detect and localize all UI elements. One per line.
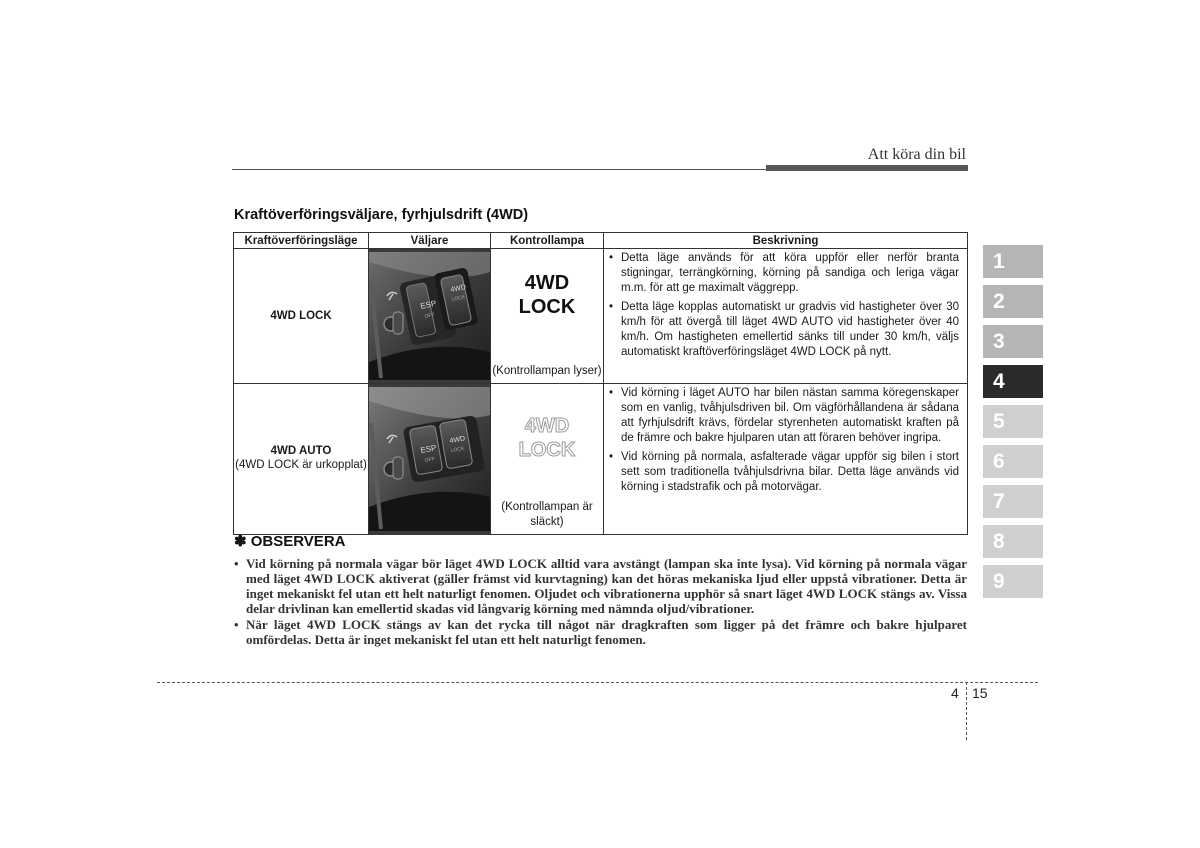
chapter-tab-6[interactable]: 6: [983, 445, 1043, 478]
chapter-tab-3[interactable]: 3: [983, 325, 1043, 358]
indicator-4wd-lock-lit: [491, 271, 603, 319]
mode-cell: [234, 249, 369, 384]
bullet: •: [609, 451, 614, 463]
note-text: Vid körning på normala vägar bör läget 4WD LOCK alltid vara avstängt (lampan ska inte lysa). Vid körning på normala vägar med läget 4WD LOCK aktiverat (gäller främst vid kurvtagning) kan det höras mekaniska ljud eller uppstå vibrationer. Detta är inget mekaniskt fel utan ett helt naturligt fenomen. Oljudet och vibrationerna upphör så snart läget 4WD LOCK stängs av. Vissa delar drivlinan kan emellertid skadas vid långvarig körning med nämnda oljud/vibrationer.: [246, 556, 967, 616]
description-cell: [604, 249, 968, 384]
footer-page-number: 15: [972, 685, 988, 701]
description-text: Vid körning i läget AUTO har bilen nästan samma köregenskaper som en vanlig, tvåhjulsdriven bil. Om vägförhållandena är sådana att fyrhjulsdrift krävs, fördelar styrenheten automatiskt kraften på de främre och bakre hjulparen utan att föraren behöver ingripa.: [621, 387, 959, 444]
list-item: [234, 617, 967, 647]
selector-photo: [369, 384, 491, 535]
selector-photo: [369, 249, 491, 384]
footer-rule: [157, 682, 1038, 683]
indicator-cell: [491, 249, 604, 384]
col-header-selector: Väljare: [369, 233, 491, 249]
esp-button-label: ESP: [419, 298, 438, 311]
indicator-line1: 4WD: [524, 272, 570, 294]
indicator-caption: (Kontrollampan är släckt): [501, 501, 593, 528]
chapter-tab-5[interactable]: 5: [983, 405, 1043, 438]
description-list: [609, 386, 959, 495]
list-item: [609, 300, 959, 360]
note-list: [234, 556, 967, 648]
chapter-tab-4[interactable]: 4: [983, 365, 1043, 398]
table-row: [234, 249, 968, 384]
indicator-cell: [491, 384, 604, 535]
indicator-caption: (Kontrollampan lyser): [492, 365, 602, 377]
esp-button-sublabel: OFF: [424, 456, 436, 464]
list-item: [609, 450, 959, 495]
note-text: När läget 4WD LOCK stängs av kan det rycka till något när dragkraften som ligger på det främre och bakre hjulparet omfördelas. Detta är inget mekaniskt fel utan ett helt naturligt fenomen.: [246, 617, 967, 647]
transfer-mode-table: [233, 232, 968, 535]
col-header-indicator: Kontrollampa: [491, 233, 604, 249]
chapter-tab-2[interactable]: 2: [983, 285, 1043, 318]
chapter-tab-7[interactable]: 7: [983, 485, 1043, 518]
switch-panel-photo-auto: [369, 387, 490, 531]
awd-button-sublabel: LOCK: [451, 294, 466, 303]
awd-button-sublabel: LOCK: [450, 445, 465, 454]
switch-panel-photo-lock: [369, 252, 490, 380]
footer-section-number: 4: [951, 685, 959, 701]
list-item: [609, 251, 959, 296]
awd-button-label: 4WD: [449, 435, 466, 445]
esp-button-label: ESP: [419, 443, 438, 455]
bullet: •: [234, 617, 239, 632]
indicator-line2: LOCK: [518, 296, 576, 318]
bullet: •: [609, 387, 614, 399]
description-text: Vid körning på normala, asfalterade vägar uppför sig bilen i stort sett som traditionella tvåhjulsdrivna bilar. Detta läge används vid körning i stadstrafik och på motorvägar.: [621, 451, 959, 493]
bullet: •: [234, 556, 239, 571]
description-list: [609, 251, 959, 360]
esp-button-sublabel: OFF: [424, 312, 436, 320]
list-item: [609, 386, 959, 446]
col-header-mode: Kraftöverföringsläge: [234, 233, 369, 249]
description-text: Detta läge kopplas automatiskt ur gradvis vid hastigheter över 30 km/h för att övergå till läget 4WD AUTO vid hastigheter över 40 km/h. Om hastigheten emellertid sänks till under 30 km/h, väljs automatiskt kraftöverföringsläget 4WD LOCK på nytt.: [621, 301, 959, 358]
footer-divider: [966, 682, 967, 740]
mode-sublabel: (4WD LOCK är urkopplat): [235, 459, 367, 471]
indicator-line1: 4WD: [524, 415, 570, 437]
mode-cell: [234, 384, 369, 535]
chapter-tab-1[interactable]: 1: [983, 245, 1043, 278]
table-row: [234, 384, 968, 535]
mode-label: 4WD AUTO: [270, 445, 332, 457]
col-header-description: Beskrivning: [604, 233, 968, 249]
table-header-row: [234, 233, 968, 249]
chapter-tab-9[interactable]: 9: [983, 565, 1043, 598]
mode-label: 4WD LOCK: [270, 310, 332, 322]
description-cell: [604, 384, 968, 535]
page-header-title: Att köra din bil: [867, 146, 966, 163]
note-title: ✽ OBSERVERA: [234, 533, 346, 550]
description-text: Detta läge används för att köra uppför eller nerför branta stigningar, terrängkörning, körning på sandiga och leriga vägar m.m. för att ge maximalt väggrepp.: [621, 252, 959, 294]
indicator-line2: LOCK: [518, 439, 576, 461]
chapter-tab-8[interactable]: 8: [983, 525, 1043, 558]
chapter-tabs: [983, 245, 1043, 605]
indicator-4wd-lock-off: [491, 414, 603, 462]
bullet: •: [609, 252, 614, 264]
list-item: [234, 556, 967, 616]
awd-button-label: 4WD: [449, 283, 467, 294]
header-accent-bar: [766, 165, 968, 171]
section-title: Kraftöverföringsväljare, fyrhjulsdrift (4WD): [234, 207, 529, 223]
bullet: •: [609, 301, 614, 313]
